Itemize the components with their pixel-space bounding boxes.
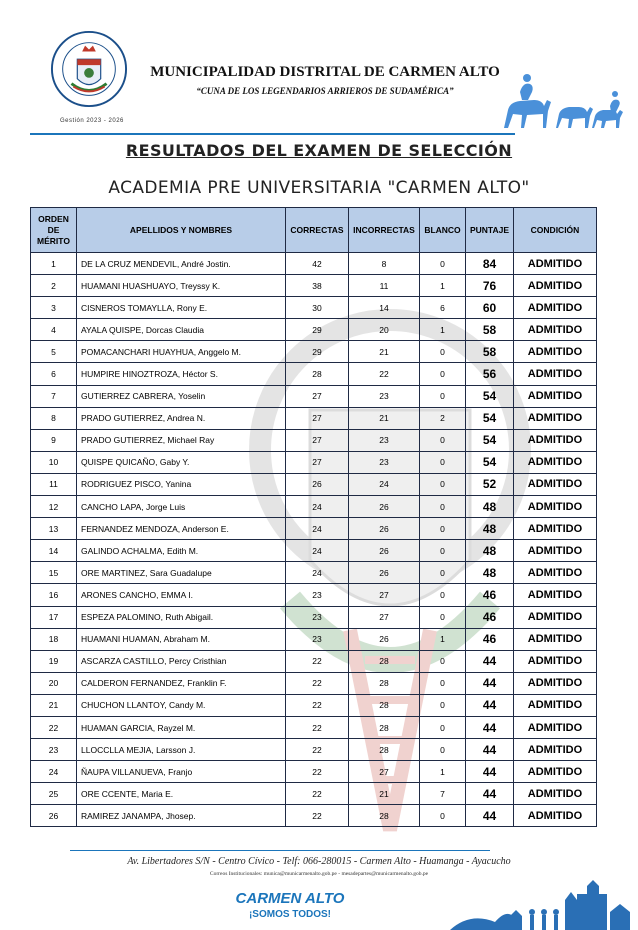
cell-puntaje: 52 [466, 473, 514, 495]
brand-logo [232, 890, 348, 924]
cell-puntaje: 54 [466, 429, 514, 451]
cell-incorrectas: 28 [349, 672, 420, 694]
cell-incorrectas: 28 [349, 739, 420, 761]
cell-blanco: 0 [420, 540, 466, 562]
cell-puntaje: 44 [466, 805, 514, 827]
cell-orden: 15 [31, 562, 77, 584]
gestion-label: Gestión 2023 - 2026 [60, 118, 124, 124]
cell-correctas: 29 [286, 319, 349, 341]
cell-correctas: 22 [286, 672, 349, 694]
cell-nombre: PRADO GUTIERREZ, Michael Ray [77, 429, 286, 451]
table-row [31, 628, 597, 650]
header-correctas: CORRECTAS [286, 208, 349, 253]
cell-incorrectas: 26 [349, 540, 420, 562]
table-row [31, 319, 597, 341]
cell-orden: 21 [31, 694, 77, 716]
cell-nombre: HUMPIRE HINOZTROZA, Héctor S. [77, 363, 286, 385]
cell-correctas: 38 [286, 275, 349, 297]
cell-nombre: HUAMAN GARCIA, Rayzel M. [77, 716, 286, 738]
cell-condicion: ADMITIDO [514, 540, 597, 562]
cell-nombre: ÑAUPA VILLANUEVA, Franjo [77, 761, 286, 783]
header-blanco: BLANCO [420, 208, 466, 253]
cell-condicion: ADMITIDO [514, 761, 597, 783]
cell-correctas: 29 [286, 341, 349, 363]
cell-correctas: 26 [286, 473, 349, 495]
cell-incorrectas: 21 [349, 783, 420, 805]
cell-puntaje: 46 [466, 606, 514, 628]
table-row [31, 805, 597, 827]
cell-correctas: 27 [286, 429, 349, 451]
cell-blanco: 0 [420, 805, 466, 827]
cell-orden: 23 [31, 739, 77, 761]
cell-nombre: RAMIREZ JANAMPA, Jhosep. [77, 805, 286, 827]
cell-correctas: 24 [286, 540, 349, 562]
cell-blanco: 0 [420, 672, 466, 694]
cell-incorrectas: 14 [349, 297, 420, 319]
cell-incorrectas: 28 [349, 694, 420, 716]
cell-puntaje: 58 [466, 319, 514, 341]
cell-incorrectas: 27 [349, 584, 420, 606]
cell-puntaje: 44 [466, 739, 514, 761]
cell-puntaje: 48 [466, 540, 514, 562]
table-row [31, 496, 597, 518]
cell-incorrectas: 26 [349, 562, 420, 584]
cell-nombre: ORE CCENTE, Maria E. [77, 783, 286, 805]
table-row [31, 363, 597, 385]
cell-orden: 16 [31, 584, 77, 606]
cell-incorrectas: 28 [349, 805, 420, 827]
cell-blanco: 0 [420, 739, 466, 761]
cell-incorrectas: 21 [349, 341, 420, 363]
brand-name: CARMEN ALTO [235, 890, 345, 907]
table-row [31, 385, 597, 407]
cell-correctas: 24 [286, 562, 349, 584]
table-row [31, 562, 597, 584]
cell-blanco: 0 [420, 606, 466, 628]
cell-nombre: HUAMANI HUAMAN, Abraham M. [77, 628, 286, 650]
cell-incorrectas: 26 [349, 518, 420, 540]
cell-condicion: ADMITIDO [514, 341, 597, 363]
cell-orden: 6 [31, 363, 77, 385]
cell-condicion: ADMITIDO [514, 584, 597, 606]
cell-orden: 11 [31, 473, 77, 495]
table-row [31, 341, 597, 363]
cell-puntaje: 48 [466, 518, 514, 540]
cell-nombre: CANCHO LAPA, Jorge Luis [77, 496, 286, 518]
cell-condicion: ADMITIDO [514, 253, 597, 275]
cell-nombre: FERNANDEZ MENDOZA, Anderson E. [77, 518, 286, 540]
cell-orden: 22 [31, 716, 77, 738]
cell-blanco: 1 [420, 761, 466, 783]
cell-blanco: 2 [420, 407, 466, 429]
cell-condicion: ADMITIDO [514, 385, 597, 407]
cell-incorrectas: 26 [349, 628, 420, 650]
cell-incorrectas: 27 [349, 761, 420, 783]
cell-incorrectas: 27 [349, 606, 420, 628]
cell-incorrectas: 22 [349, 363, 420, 385]
cell-orden: 3 [31, 297, 77, 319]
document-title: RESULTADOS DEL EXAMEN DE SELECCIÓN [125, 141, 513, 160]
cell-orden: 5 [31, 341, 77, 363]
cell-blanco: 1 [420, 628, 466, 650]
cell-condicion: ADMITIDO [514, 407, 597, 429]
cell-orden: 19 [31, 650, 77, 672]
cell-condicion: ADMITIDO [514, 739, 597, 761]
cell-nombre: CISNEROS TOMAYLLA, Rony E. [77, 297, 286, 319]
cell-correctas: 23 [286, 584, 349, 606]
cell-correctas: 27 [286, 407, 349, 429]
table-row [31, 451, 597, 473]
cell-condicion: ADMITIDO [514, 297, 597, 319]
header-divider [30, 133, 515, 135]
cell-orden: 17 [31, 606, 77, 628]
cell-orden: 18 [31, 628, 77, 650]
cell-incorrectas: 21 [349, 407, 420, 429]
cell-blanco: 6 [420, 297, 466, 319]
cell-orden: 20 [31, 672, 77, 694]
cell-puntaje: 54 [466, 407, 514, 429]
cell-blanco: 1 [420, 275, 466, 297]
cell-blanco: 0 [420, 429, 466, 451]
cell-condicion: ADMITIDO [514, 650, 597, 672]
cell-orden: 10 [31, 451, 77, 473]
document-header [0, 0, 638, 140]
cell-correctas: 24 [286, 496, 349, 518]
cell-correctas: 22 [286, 739, 349, 761]
table-row [31, 783, 597, 805]
cell-puntaje: 76 [466, 275, 514, 297]
cell-puntaje: 48 [466, 496, 514, 518]
cell-orden: 12 [31, 496, 77, 518]
cell-condicion: ADMITIDO [514, 628, 597, 650]
cell-condicion: ADMITIDO [514, 429, 597, 451]
cell-condicion: ADMITIDO [514, 562, 597, 584]
cell-blanco: 0 [420, 562, 466, 584]
cell-blanco: 7 [420, 783, 466, 805]
cell-condicion: ADMITIDO [514, 694, 597, 716]
cell-correctas: 22 [286, 650, 349, 672]
cell-orden: 8 [31, 407, 77, 429]
cell-orden: 1 [31, 253, 77, 275]
cell-puntaje: 48 [466, 562, 514, 584]
cell-correctas: 23 [286, 628, 349, 650]
cell-nombre: RODRIGUEZ PISCO, Yanina [77, 473, 286, 495]
cell-puntaje: 46 [466, 628, 514, 650]
cell-incorrectas: 20 [349, 319, 420, 341]
cell-condicion: ADMITIDO [514, 518, 597, 540]
cell-correctas: 30 [286, 297, 349, 319]
cell-condicion: ADMITIDO [514, 716, 597, 738]
cell-nombre: ORE MARTINEZ, Sara Guadalupe [77, 562, 286, 584]
results-table [30, 207, 597, 827]
cell-nombre: ESPEZA PALOMINO, Ruth Abigail. [77, 606, 286, 628]
municipality-title: MUNICIPALIDAD DISTRITAL DE CARMEN ALTO [150, 64, 500, 80]
table-row [31, 275, 597, 297]
cell-condicion: ADMITIDO [514, 363, 597, 385]
results-body [31, 253, 597, 827]
table-row [31, 606, 597, 628]
cell-incorrectas: 8 [349, 253, 420, 275]
header-orden: ORDEN DE MÉRITO [31, 208, 77, 253]
table-row [31, 407, 597, 429]
cell-nombre: ARONES CANCHO, EMMA I. [77, 584, 286, 606]
cell-blanco: 0 [420, 341, 466, 363]
header-nombres: APELLIDOS Y NOMBRES [77, 208, 286, 253]
cell-nombre: PRADO GUTIERREZ, Andrea N. [77, 407, 286, 429]
cell-correctas: 24 [286, 518, 349, 540]
cell-puntaje: 54 [466, 385, 514, 407]
cell-nombre: GALINDO ACHALMA, Edith M. [77, 540, 286, 562]
municipal-seal-icon [50, 30, 128, 108]
cell-orden: 14 [31, 540, 77, 562]
cell-condicion: ADMITIDO [514, 805, 597, 827]
cell-puntaje: 44 [466, 650, 514, 672]
cell-blanco: 1 [420, 319, 466, 341]
footer-divider [70, 850, 490, 851]
cell-blanco: 0 [420, 385, 466, 407]
cell-incorrectas: 23 [349, 429, 420, 451]
cell-correctas: 28 [286, 363, 349, 385]
cell-nombre: GUTIERREZ CABRERA, Yoselin [77, 385, 286, 407]
cell-incorrectas: 11 [349, 275, 420, 297]
cell-orden: 25 [31, 783, 77, 805]
cell-nombre: AYALA QUISPE, Dorcas Claudia [77, 319, 286, 341]
cell-nombre: CHUCHON LLANTOY, Candy M. [77, 694, 286, 716]
cell-orden: 24 [31, 761, 77, 783]
cell-incorrectas: 28 [349, 650, 420, 672]
cell-correctas: 27 [286, 385, 349, 407]
cell-incorrectas: 23 [349, 385, 420, 407]
cell-condicion: ADMITIDO [514, 672, 597, 694]
cell-orden: 7 [31, 385, 77, 407]
table-row [31, 540, 597, 562]
cell-puntaje: 44 [466, 694, 514, 716]
header-condicion: CONDICIÓN [514, 208, 597, 253]
cell-blanco: 0 [420, 253, 466, 275]
footer-address: Av. Libertadores S/N - Centro Cívico - Telf: 066-280015 - Carmen Alto - Huamanga - Ayacucho [127, 856, 511, 867]
cell-blanco: 0 [420, 650, 466, 672]
cell-nombre: ASCARZA CASTILLO, Percy Cristhian [77, 650, 286, 672]
cell-blanco: 0 [420, 584, 466, 606]
cell-condicion: ADMITIDO [514, 319, 597, 341]
cell-correctas: 22 [286, 694, 349, 716]
cell-correctas: 42 [286, 253, 349, 275]
cell-correctas: 22 [286, 716, 349, 738]
cell-puntaje: 56 [466, 363, 514, 385]
header-incorrectas: INCORRECTAS [349, 208, 420, 253]
table-row [31, 518, 597, 540]
table-row [31, 716, 597, 738]
cell-nombre: POMACANCHARI HUAYHUA, Anggelo M. [77, 341, 286, 363]
document-subtitle: ACADEMIA PRE UNIVERSITARIA "CARMEN ALTO" [108, 178, 530, 198]
table-row [31, 429, 597, 451]
cell-blanco: 0 [420, 363, 466, 385]
table-row [31, 761, 597, 783]
cell-incorrectas: 23 [349, 451, 420, 473]
cell-correctas: 22 [286, 805, 349, 827]
cell-blanco: 0 [420, 496, 466, 518]
table-header-row [31, 208, 597, 253]
cell-orden: 9 [31, 429, 77, 451]
cell-blanco: 0 [420, 473, 466, 495]
cell-condicion: ADMITIDO [514, 606, 597, 628]
cell-orden: 4 [31, 319, 77, 341]
cell-nombre: QUISPE QUICAÑO, Gaby Y. [77, 451, 286, 473]
cell-condicion: ADMITIDO [514, 473, 597, 495]
table-row [31, 650, 597, 672]
table-row [31, 584, 597, 606]
cell-nombre: HUAMANI HUASHUAYO, Treyssy K. [77, 275, 286, 297]
cell-puntaje: 44 [466, 716, 514, 738]
table-row [31, 253, 597, 275]
cell-correctas: 27 [286, 451, 349, 473]
cell-nombre: LLOCCLLA MEJIA, Larsson J. [77, 739, 286, 761]
cell-puntaje: 46 [466, 584, 514, 606]
cell-puntaje: 84 [466, 253, 514, 275]
table-row [31, 672, 597, 694]
header-puntaje: PUNTAJE [466, 208, 514, 253]
footer-emails: Correos Institucionales: munica@municarmenalto.gob.pe - mesadepartes@municarmenalto.gob.pe [209, 871, 429, 877]
cell-correctas: 23 [286, 606, 349, 628]
cell-orden: 2 [31, 275, 77, 297]
cell-puntaje: 54 [466, 451, 514, 473]
table-row [31, 694, 597, 716]
cell-correctas: 22 [286, 761, 349, 783]
table-row [31, 473, 597, 495]
cell-puntaje: 44 [466, 761, 514, 783]
cell-incorrectas: 24 [349, 473, 420, 495]
cell-blanco: 0 [420, 716, 466, 738]
municipality-subtitle: “CUNA DE LOS LEGENDARIOS ARRIEROS DE SUDAMÉRICA” [196, 86, 454, 96]
cell-condicion: ADMITIDO [514, 275, 597, 297]
cell-blanco: 0 [420, 694, 466, 716]
table-row [31, 739, 597, 761]
cell-puntaje: 44 [466, 672, 514, 694]
cell-nombre: CALDERON FERNANDEZ, Franklin F. [77, 672, 286, 694]
cell-nombre: DE LA CRUZ MENDEVIL, André Jostin. [77, 253, 286, 275]
cell-correctas: 22 [286, 783, 349, 805]
cell-puntaje: 58 [466, 341, 514, 363]
cell-condicion: ADMITIDO [514, 496, 597, 518]
cell-condicion: ADMITIDO [514, 451, 597, 473]
town-skyline-icon [450, 870, 638, 930]
cell-orden: 26 [31, 805, 77, 827]
cell-blanco: 0 [420, 518, 466, 540]
cell-incorrectas: 26 [349, 496, 420, 518]
brand-tagline: ¡SOMOS TODOS! [248, 909, 332, 920]
cell-incorrectas: 28 [349, 716, 420, 738]
cell-puntaje: 44 [466, 783, 514, 805]
cell-condicion: ADMITIDO [514, 783, 597, 805]
cell-blanco: 0 [420, 451, 466, 473]
table-row [31, 297, 597, 319]
horse-riders-icon [500, 70, 632, 132]
cell-orden: 13 [31, 518, 77, 540]
cell-puntaje: 60 [466, 297, 514, 319]
